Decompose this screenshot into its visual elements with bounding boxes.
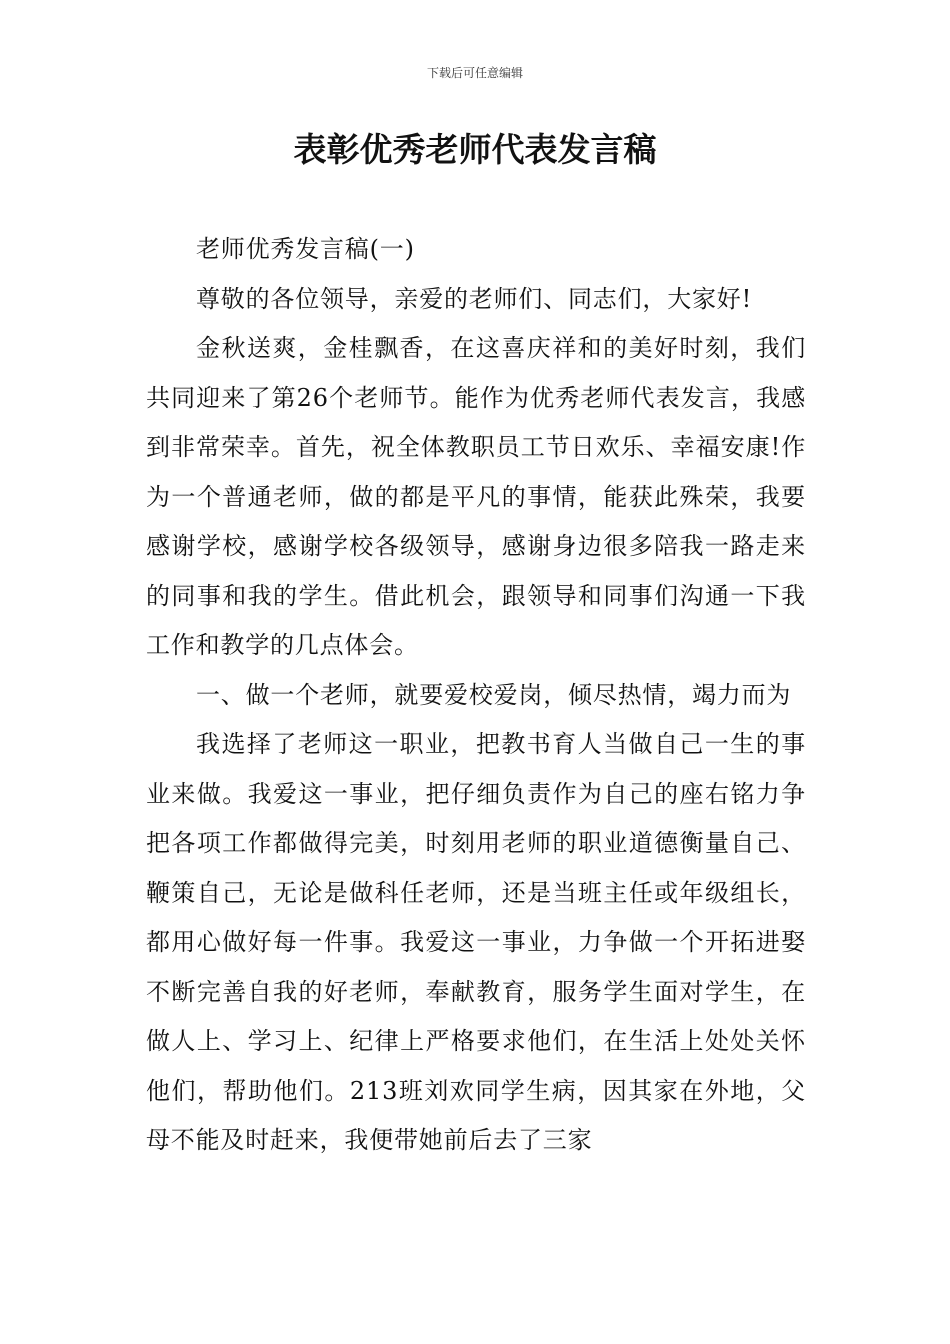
salutation: 尊敬的各位领导，亲爱的老师们、同志们，大家好! <box>196 284 753 313</box>
header-note: 下载后可任意编辑 <box>426 66 523 80</box>
document-title: 表彰优秀老师代表发言稿 <box>293 130 657 169</box>
paragraph-intro: 金秋送爽，金桂飘香，在这喜庆祥和的美好时刻，我们共同迎来了第26个老师节。能作为优秀老师代表发言，我感到非常荣幸。首先，祝全体教职员工节日欢乐、幸福安康!作为一个普通老师，做的都是平凡的事情，能获此殊荣，我要感谢学校，感谢学校各级领导，感谢身边很多陪我一路走来的同事和我的学生。借此机会，跟领导和同事们沟通一下我工作和教学的几点体会。 <box>146 334 806 659</box>
section-heading-point-1: 一、做一个老师，就要爱校爱岗，倾尽热情，竭力而为 <box>196 680 792 709</box>
paragraph-point-1: 我选择了老师这一职业，把教书育人当做自己一生的事业来做。我爱这一事业，把仔细负责作为自己的座右铭力争把各项工作都做得完美，时刻用老师的职业道德衡量自己、鞭策自己，无论是做科任老师，还是当班主任或年级组长，都用心做好每一件事。我爱这一事业，力争做一个开拓进娶不断完善自我的好老师，奉献教育，服务学生面对学生，在做人上、学习上、纪律上严格要求他们，在生活上处处关怀他们，帮助他们。213班刘欢同学生病，因其家在外地，父母不能及时赶来，我便带她前后去了三家 <box>146 730 806 1154</box>
section-heading-speech-1: 老师优秀发言稿(一) <box>196 235 415 263</box>
document-body <box>146 225 806 1166</box>
